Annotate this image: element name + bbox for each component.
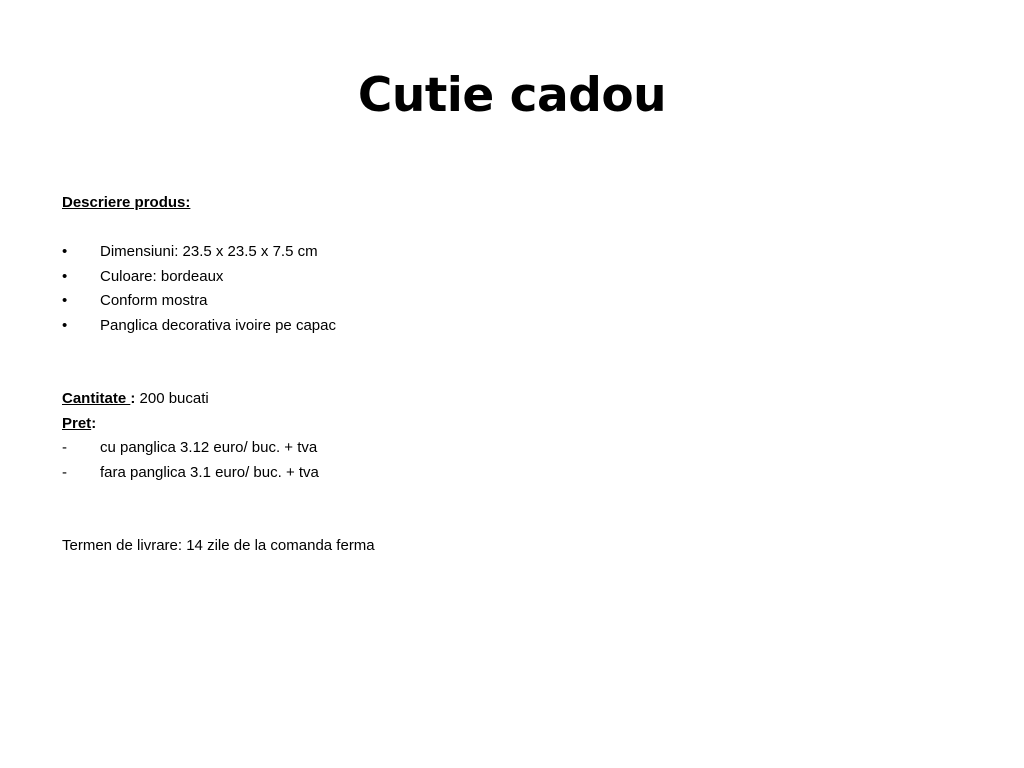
price-option-text: fara panglica 3.1 euro/ buc. + tva [100, 463, 319, 481]
dash-marker: - [62, 439, 67, 456]
price-colon: : [91, 414, 97, 432]
quantity-line [62, 387, 962, 412]
bullet-item [62, 314, 962, 339]
bullet-marker: • [62, 292, 68, 309]
bullet-marker: • [62, 243, 68, 260]
bullet-text: Dimensiuni: 23.5 x 23.5 x 7.5 cm [100, 243, 318, 260]
bullet-marker: • [62, 267, 68, 285]
quantity-value: 200 bucati [135, 390, 209, 407]
slide-body [62, 191, 962, 559]
spacer [62, 338, 962, 363]
quantity-label: Cantitate [62, 390, 131, 407]
bullet-text: Panglica decorativa ivoire pe capac [100, 316, 336, 334]
spacer [62, 216, 962, 241]
delivery-line [62, 534, 962, 559]
bullet-item [62, 240, 962, 265]
description-heading-line [62, 191, 962, 216]
quantity-colon: : [130, 390, 136, 407]
delivery-text: Termen de livrare: 14 zile de la comanda ferma [62, 537, 375, 554]
price-label: Pret [62, 414, 92, 432]
bullet-item [62, 265, 962, 290]
price-option-item [62, 436, 962, 461]
price-option-text: cu panglica 3.12 euro/ buc. + tva [100, 439, 318, 456]
spacer [62, 510, 962, 535]
slide-title: Cutie cadou [357, 68, 667, 123]
bullet-text: Culoare: bordeaux [100, 267, 224, 285]
price-heading-line [62, 412, 962, 437]
bullet-marker: • [62, 316, 68, 334]
spacer [62, 363, 962, 388]
dash-marker: - [62, 463, 67, 481]
bullet-item [62, 289, 962, 314]
description-heading: Descriere produs: [62, 194, 191, 211]
bullet-text: Conform mostra [100, 292, 208, 309]
price-option-item [62, 461, 962, 486]
spacer [62, 485, 962, 510]
